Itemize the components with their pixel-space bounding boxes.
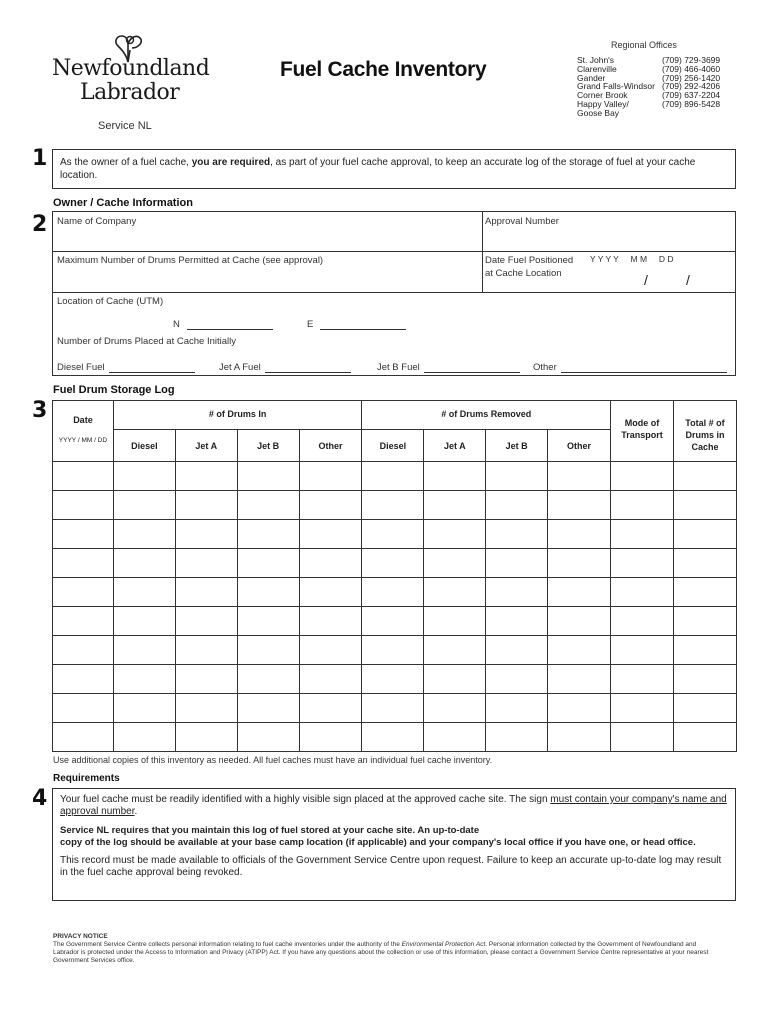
log-cell[interactable] — [113, 578, 175, 607]
log-cell[interactable] — [611, 491, 674, 520]
section-2-box — [52, 211, 736, 376]
log-cell[interactable] — [362, 723, 424, 752]
log-cell[interactable] — [237, 694, 299, 723]
logo — [52, 30, 210, 110]
log-cell[interactable] — [113, 636, 175, 665]
log-cell[interactable] — [611, 462, 674, 491]
date-header — [53, 401, 114, 462]
log-cell[interactable] — [53, 607, 114, 636]
date-positioned-label-2: at Cache Location — [485, 268, 562, 279]
log-cell[interactable] — [237, 636, 299, 665]
log-cell[interactable] — [611, 694, 674, 723]
log-cell[interactable] — [53, 665, 114, 694]
table-row — [53, 549, 737, 578]
log-cell[interactable] — [362, 491, 424, 520]
log-cell[interactable] — [113, 549, 175, 578]
office-phone: (709) 466-4060 — [662, 63, 721, 74]
office-phone: (709) 896-5428 — [662, 98, 721, 109]
log-note: Use additional copies of this inventory as needed. All fuel caches must have an individual fuel cache inventory. — [53, 755, 493, 765]
regional-offices-list — [577, 56, 747, 118]
office-phone: (709) 256-1420 — [662, 72, 721, 83]
log-cell[interactable] — [424, 462, 486, 491]
section-number-2: 2 — [32, 212, 48, 237]
section-1-text-a: As the owner of a fuel cache, — [60, 157, 192, 168]
log-cell[interactable] — [548, 462, 611, 491]
log-cell[interactable] — [424, 578, 486, 607]
log-cell[interactable] — [299, 491, 362, 520]
log-cell[interactable] — [486, 636, 548, 665]
log-cell[interactable] — [175, 665, 237, 694]
log-cell[interactable] — [673, 520, 736, 549]
log-cell[interactable] — [299, 520, 362, 549]
section-number-3: 3 — [32, 398, 48, 423]
date-format-label: Y Y Y Y M M D D — [590, 254, 674, 264]
log-cell[interactable] — [424, 636, 486, 665]
section-1-text-b: , as part of your fuel cache approval, to keep an accurate log of the storage of fuel at your cache location. — [60, 157, 696, 181]
log-cell[interactable] — [299, 578, 362, 607]
privacy-act: Environmental Protection Act — [401, 941, 486, 948]
divider — [53, 251, 735, 252]
log-cell[interactable] — [362, 636, 424, 665]
log-cell[interactable] — [113, 462, 175, 491]
log-cell[interactable] — [424, 520, 486, 549]
logo-line-1: Newfoundland — [52, 56, 210, 81]
section-1-text-bold: you are required — [191, 157, 271, 168]
logo-line-2: Labrador — [80, 80, 180, 105]
jet-b-fuel-field[interactable] — [377, 362, 520, 373]
log-cell[interactable] — [53, 520, 114, 549]
log-cell[interactable] — [175, 578, 237, 607]
log-cell[interactable] — [299, 607, 362, 636]
utm-e-line — [320, 320, 406, 330]
max-drums-label: Maximum Number of Drums Permitted at Cache (see approval) — [57, 255, 324, 266]
log-cell[interactable] — [53, 462, 114, 491]
privacy-heading: PRIVACY NOTICE — [53, 933, 108, 940]
log-cell[interactable] — [53, 636, 114, 665]
jet-a-fuel-field[interactable] — [219, 362, 351, 373]
office-name: Gander — [577, 72, 606, 83]
log-cell[interactable] — [424, 694, 486, 723]
log-cell[interactable] — [673, 665, 736, 694]
col-other-out: Other — [548, 430, 611, 462]
log-cell[interactable] — [175, 520, 237, 549]
office-name: Grand Falls-Windsor — [577, 81, 655, 92]
jet-b-fuel-line — [424, 363, 520, 373]
date-sep-1: / — [644, 272, 648, 288]
log-cell[interactable] — [362, 520, 424, 549]
log-cell[interactable] — [53, 723, 114, 752]
other-fuel-field[interactable] — [533, 362, 727, 373]
log-cell[interactable] — [237, 549, 299, 578]
office-name: St. John's — [577, 55, 615, 65]
log-cell[interactable] — [362, 549, 424, 578]
section-2-heading: Owner / Cache Information — [53, 197, 193, 209]
log-cell[interactable] — [299, 636, 362, 665]
total-header: Total # of Drums in Cache — [673, 401, 736, 462]
privacy-notice — [53, 933, 723, 965]
table-row — [53, 636, 737, 665]
log-cell[interactable] — [53, 694, 114, 723]
log-cell[interactable] — [113, 723, 175, 752]
date-header-label: Date — [73, 414, 93, 425]
date-format-label: YYYY / MM / DD — [58, 436, 108, 444]
mode-header: Mode of Transport — [611, 401, 674, 462]
log-cell[interactable] — [673, 694, 736, 723]
log-cell[interactable] — [548, 607, 611, 636]
table-row — [53, 694, 737, 723]
log-cell[interactable] — [486, 607, 548, 636]
log-cell[interactable] — [424, 723, 486, 752]
log-cell[interactable] — [362, 462, 424, 491]
table-row — [53, 462, 737, 491]
log-cell[interactable] — [175, 694, 237, 723]
regional-offices-title: Regional Offices — [611, 40, 677, 50]
privacy-text-b: . Personal information collected by the Government of Newfoundland and Labrador is protected under the Access to Information and Privacy (ATIPP) Act. If you have any questions about the collection or use of this information, please contact a Government Service Centre representative at your nearest Government Services office. — [53, 941, 709, 964]
log-cell[interactable] — [299, 665, 362, 694]
section-number-1: 1 — [32, 146, 48, 171]
utm-n-label: N — [173, 319, 180, 330]
requirement-3: This record must be made available to officials of the Government Service Centre upon request. Failure to keep an accurate up-to-date log may result in the fuel cache approval being revoked. — [60, 855, 722, 878]
privacy-text-a: The Government Service Centre collects personal information relating to fuel cache inventories under the authority of the — [53, 941, 402, 948]
log-cell[interactable] — [424, 491, 486, 520]
requirement-1-underlined: must contain your company's name and approval number — [60, 794, 727, 817]
office-phone: (709) 292-4206 — [662, 81, 721, 92]
log-cell[interactable] — [548, 520, 611, 549]
log-cell[interactable] — [175, 636, 237, 665]
diesel-fuel-line — [109, 363, 195, 373]
log-cell[interactable] — [611, 578, 674, 607]
requirement-1-a: Your fuel cache must be readily identified with a highly visible sign placed at the approved cache site. The sign — [60, 794, 551, 805]
diesel-fuel-field[interactable] — [57, 362, 195, 373]
log-cell[interactable] — [611, 636, 674, 665]
table-row — [53, 578, 737, 607]
log-cell[interactable] — [299, 549, 362, 578]
log-cell[interactable] — [611, 607, 674, 636]
utm-n-line — [187, 320, 273, 330]
log-cell[interactable] — [611, 665, 674, 694]
log-cell[interactable] — [237, 520, 299, 549]
divider — [53, 292, 735, 293]
log-cell[interactable] — [237, 578, 299, 607]
log-cell[interactable] — [113, 607, 175, 636]
jet-a-fuel-line — [265, 363, 351, 373]
office-name: Corner Brook — [577, 90, 628, 101]
date-sep-2: / — [686, 272, 690, 288]
other-fuel-label: Other — [533, 362, 557, 373]
col-jet-a-out: Jet A — [424, 430, 486, 462]
requirement-2 — [60, 825, 728, 849]
section-number-4: 4 — [32, 786, 48, 811]
log-cell[interactable] — [175, 723, 237, 752]
table-row — [53, 607, 737, 636]
log-cell[interactable] — [486, 549, 548, 578]
table-row — [53, 520, 737, 549]
log-cell[interactable] — [175, 607, 237, 636]
company-name-label: Name of Company — [57, 216, 137, 227]
log-cell[interactable] — [424, 549, 486, 578]
log-cell[interactable] — [237, 607, 299, 636]
log-cell[interactable] — [237, 665, 299, 694]
approval-number-label: Approval Number — [485, 216, 559, 227]
log-cell[interactable] — [113, 491, 175, 520]
log-cell[interactable] — [237, 491, 299, 520]
fuel-log-table — [52, 400, 737, 752]
log-cell[interactable] — [237, 723, 299, 752]
log-cell[interactable] — [486, 723, 548, 752]
log-cell[interactable] — [113, 520, 175, 549]
log-cell[interactable] — [299, 694, 362, 723]
log-cell[interactable] — [611, 549, 674, 578]
utm-e-field[interactable] — [307, 319, 406, 330]
divider — [482, 212, 483, 292]
location-label: Location of Cache (UTM) — [57, 296, 164, 307]
log-cell[interactable] — [424, 665, 486, 694]
privacy-text — [53, 941, 723, 965]
log-cell[interactable] — [175, 462, 237, 491]
drums-placed-label: Number of Drums Placed at Cache Initially — [57, 336, 236, 347]
log-cell[interactable] — [175, 491, 237, 520]
log-cell[interactable] — [673, 491, 736, 520]
service-label: Service NL — [98, 120, 152, 132]
log-cell[interactable] — [548, 694, 611, 723]
log-cell[interactable] — [673, 607, 736, 636]
log-cell[interactable] — [548, 549, 611, 578]
log-cell[interactable] — [486, 694, 548, 723]
log-cell[interactable] — [486, 491, 548, 520]
col-diesel-in: Diesel — [113, 430, 175, 462]
log-cell[interactable] — [548, 636, 611, 665]
col-jet-b-in: Jet B — [237, 430, 299, 462]
office-name: Goose Bay — [577, 107, 620, 118]
log-cell[interactable] — [548, 578, 611, 607]
section-1-box — [52, 149, 736, 189]
table-row — [53, 491, 737, 520]
office-name: Happy Valley/ — [577, 98, 629, 109]
log-cell[interactable] — [486, 462, 548, 491]
log-cell[interactable] — [53, 549, 114, 578]
log-cell[interactable] — [548, 491, 611, 520]
log-cell[interactable] — [424, 607, 486, 636]
log-cell[interactable] — [362, 607, 424, 636]
log-cell[interactable] — [113, 665, 175, 694]
col-jet-b-out: Jet B — [486, 430, 548, 462]
drums-in-header: # of Drums In — [113, 401, 362, 430]
requirement-1-b: . — [134, 806, 138, 817]
log-cell[interactable] — [362, 578, 424, 607]
log-cell[interactable] — [53, 578, 114, 607]
utm-e-label: E — [307, 319, 314, 330]
log-cell[interactable] — [673, 462, 736, 491]
log-cell[interactable] — [673, 578, 736, 607]
log-cell[interactable] — [299, 462, 362, 491]
office-phone: (709) 637-2204 — [662, 90, 721, 101]
log-cell[interactable] — [175, 549, 237, 578]
section-1-text — [60, 156, 728, 182]
log-cell[interactable] — [548, 665, 611, 694]
drums-removed-header: # of Drums Removed — [362, 401, 611, 430]
jet-b-fuel-label: Jet B Fuel — [377, 362, 420, 373]
office-name: Clarenville — [577, 63, 617, 74]
table-row — [53, 665, 737, 694]
log-cell[interactable] — [237, 462, 299, 491]
log-cell[interactable] — [299, 723, 362, 752]
jet-a-fuel-label: Jet A Fuel — [219, 362, 261, 373]
log-cell[interactable] — [486, 520, 548, 549]
log-cell[interactable] — [673, 636, 736, 665]
log-cell[interactable] — [362, 694, 424, 723]
section-3-heading: Fuel Drum Storage Log — [53, 384, 175, 396]
page-title: Fuel Cache Inventory — [280, 58, 487, 81]
office-phone: (709) 729-3699 — [662, 55, 721, 65]
requirements-box — [52, 788, 736, 901]
col-diesel-out: Diesel — [362, 430, 424, 462]
office-row — [577, 109, 747, 118]
date-positioned-label-1: Date Fuel Positioned — [485, 255, 574, 266]
log-cell[interactable] — [486, 578, 548, 607]
log-cell[interactable] — [673, 549, 736, 578]
diesel-fuel-label: Diesel Fuel — [57, 362, 105, 373]
log-cell[interactable] — [611, 520, 674, 549]
utm-n-field[interactable] — [173, 319, 273, 330]
log-cell[interactable] — [362, 665, 424, 694]
other-fuel-line — [561, 363, 727, 373]
requirement-2-a: Service NL requires that you maintain this log of fuel stored at your cache site. An up-to-date — [60, 825, 480, 836]
log-cell[interactable] — [673, 723, 736, 752]
log-cell[interactable] — [53, 491, 114, 520]
log-cell[interactable] — [486, 665, 548, 694]
log-cell[interactable] — [113, 694, 175, 723]
col-other-in: Other — [299, 430, 362, 462]
date-field[interactable] — [588, 268, 728, 288]
col-jet-a-in: Jet A — [175, 430, 237, 462]
section-4-heading: Requirements — [53, 773, 120, 784]
table-row — [53, 723, 737, 752]
requirement-1 — [60, 794, 728, 818]
log-cell[interactable] — [548, 723, 611, 752]
log-cell[interactable] — [611, 723, 674, 752]
requirement-2-b: copy of the log should be available at your base camp location (if applicable) and your company's local office if you have one, or head office. — [60, 837, 696, 848]
